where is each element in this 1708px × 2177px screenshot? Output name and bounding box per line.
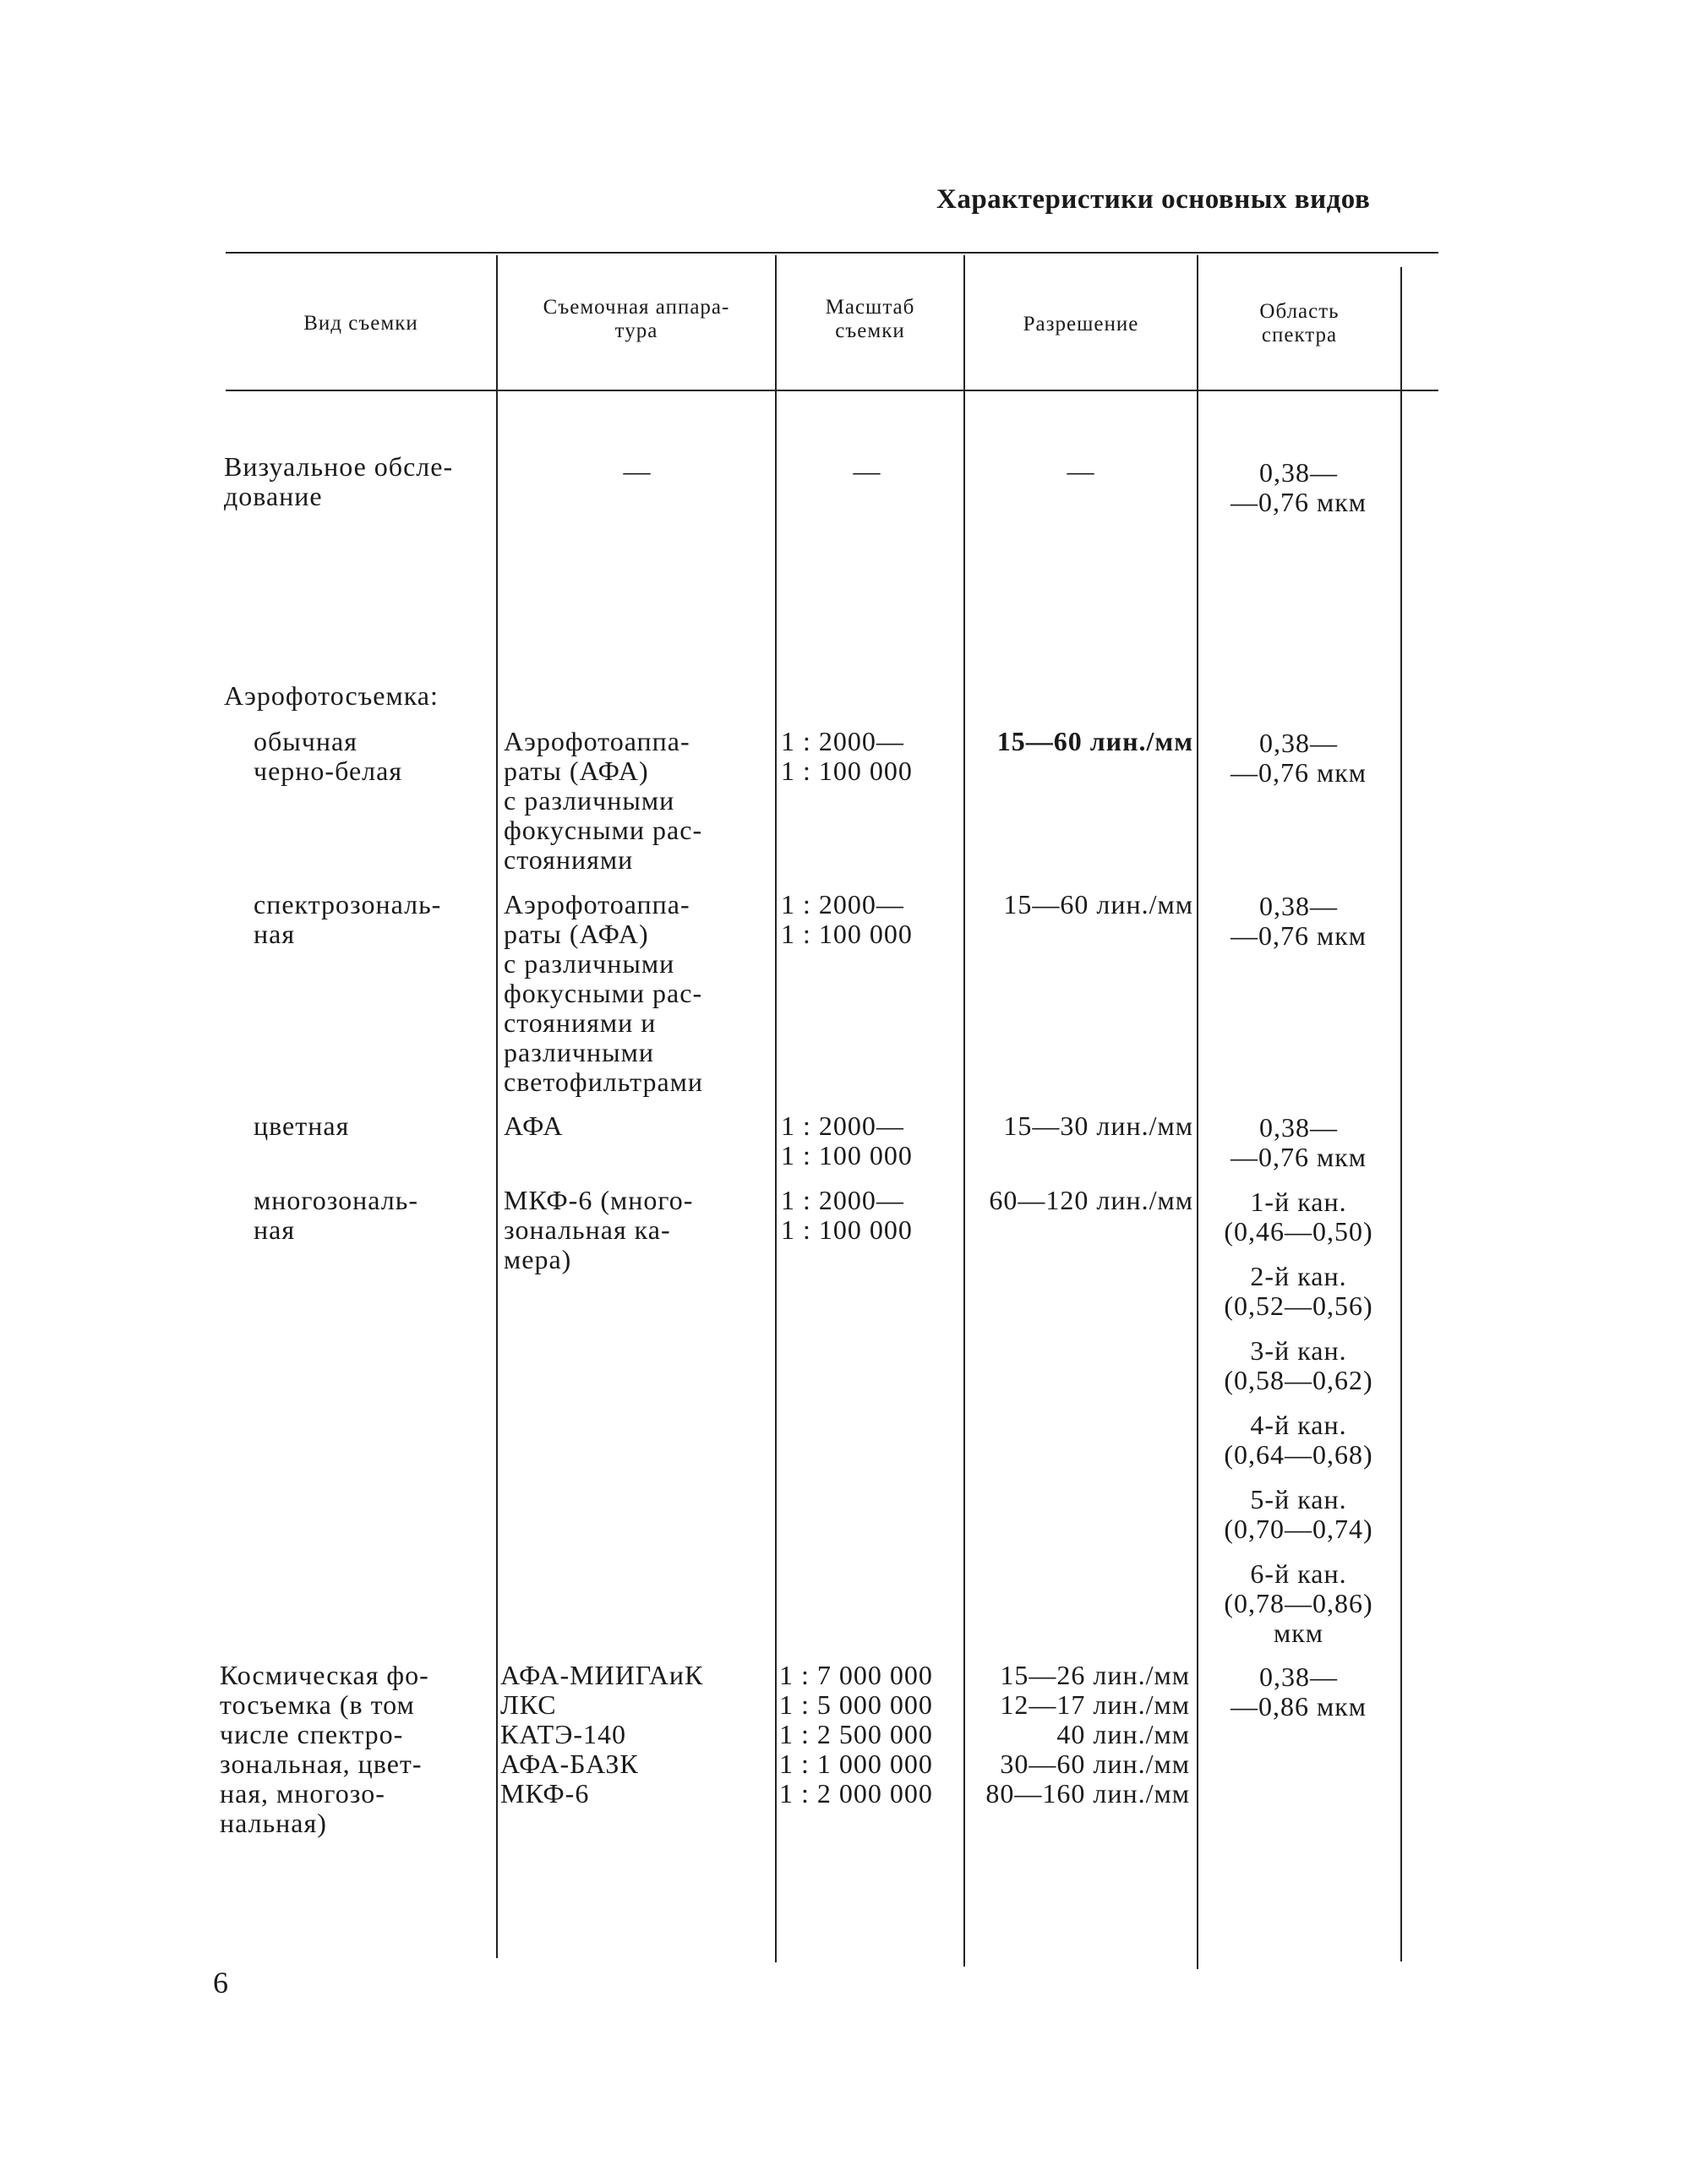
table-header-rule: [226, 390, 1438, 391]
header-resolution: Разрешение: [1023, 313, 1139, 336]
column-divider-5: [1400, 267, 1402, 1961]
row-space-scale: 1 : 7 000 000 1 : 5 000 000 1 : 2 500 000 1 : 1 000 000 1 : 2 000 000: [779, 1660, 933, 1809]
row-bw-spectrum: 0,38— —0,76 мкм: [1230, 728, 1367, 788]
column-divider-2: [775, 255, 777, 1962]
row-multizonal-channel-1: 1-й кан. (0,46—0,50): [1224, 1187, 1373, 1247]
row-multizonal-channel-2: 2-й кан. (0,52—0,56): [1224, 1261, 1373, 1321]
row-multizonal-type: многозональ- ная: [254, 1185, 418, 1245]
header-spectrum: Область спектра: [1259, 300, 1340, 346]
row-multizonal-resolution: 60—120 лин./мм: [989, 1185, 1193, 1215]
row-visual-spectrum: 0,38— —0,76 мкм: [1230, 457, 1367, 517]
row-color-type: цветная: [254, 1110, 350, 1141]
page-title: Характеристики основных видов: [936, 184, 1371, 215]
table-top-rule: [226, 252, 1438, 254]
row-color-scale: 1 : 2000— 1 : 100 000: [781, 1110, 913, 1170]
row-space-spectrum: 0,38— —0,86 мкм: [1230, 1661, 1367, 1721]
row-bw-scale: 1 : 2000— 1 : 100 000: [781, 726, 913, 786]
header-equipment: Съемочная аппара- тура: [543, 296, 730, 342]
row-space-equipment: АФА-МИИГАиК ЛКС КАТЭ-140 АФА-БАЗК МКФ-6: [500, 1660, 704, 1809]
column-divider-1: [496, 255, 498, 1958]
row-multizonal-equipment: МКФ-6 (много- зональная ка- мера): [504, 1185, 694, 1274]
column-divider-4: [1197, 255, 1198, 1969]
row-bw-resolution: 15—60 лин./мм: [996, 726, 1193, 756]
row-multizonal-channel-4: 4-й кан. (0,64—0,68): [1224, 1410, 1373, 1470]
row-space-type: Космическая фо- тосъемка (в том числе спектро- зональная, цвет- ная, многозо- нальная): [220, 1660, 429, 1838]
row-spectrozonal-equipment: Аэрофотоаппа- раты (АФА) с различными фокусными рас- стояниями и различными светофильтрами: [504, 889, 704, 1097]
row-color-resolution: 15—30 лин./мм: [1003, 1110, 1193, 1141]
row-multizonal-channel-6: 6-й кан. (0,78—0,86) мкм: [1224, 1558, 1373, 1648]
row-multizonal-channel-5: 5-й кан. (0,70—0,74): [1224, 1484, 1373, 1544]
row-color-equipment: АФА: [504, 1110, 564, 1141]
header-scale: Масштаб съемки: [825, 296, 915, 342]
group-aerial-heading: Аэрофотосъемка:: [224, 680, 439, 711]
row-color-spectrum: 0,38— —0,76 мкм: [1230, 1112, 1367, 1172]
row-space-resolution: 15—26 лин./мм 12—17 лин./мм 40 лин./мм 30—60 лин./мм 80—160 лин./мм: [985, 1660, 1190, 1809]
row-visual-scale: —: [853, 456, 881, 486]
row-visual-equipment: —: [623, 456, 652, 486]
row-spectrozonal-type: спектрозональ- ная: [254, 889, 442, 949]
row-visual-type: Визуальное обсле- дование: [224, 451, 454, 511]
row-visual-resolution: —: [1067, 456, 1095, 486]
row-spectrozonal-resolution: 15—60 лин./мм: [1003, 889, 1193, 919]
row-multizonal-channel-3: 3-й кан. (0,58—0,62): [1224, 1335, 1373, 1395]
row-spectrozonal-scale: 1 : 2000— 1 : 100 000: [781, 889, 913, 949]
header-type: Вид съемки: [303, 312, 418, 335]
row-bw-equipment: Аэрофотоаппа- раты (АФА) с различными фокусными рас- стояниями: [504, 726, 703, 875]
page-number: 6: [213, 1966, 228, 2000]
row-spectrozonal-spectrum: 0,38— —0,76 мкм: [1230, 891, 1367, 951]
row-multizonal-scale: 1 : 2000— 1 : 100 000: [781, 1185, 913, 1245]
row-bw-type: обычная черно-белая: [254, 726, 403, 786]
